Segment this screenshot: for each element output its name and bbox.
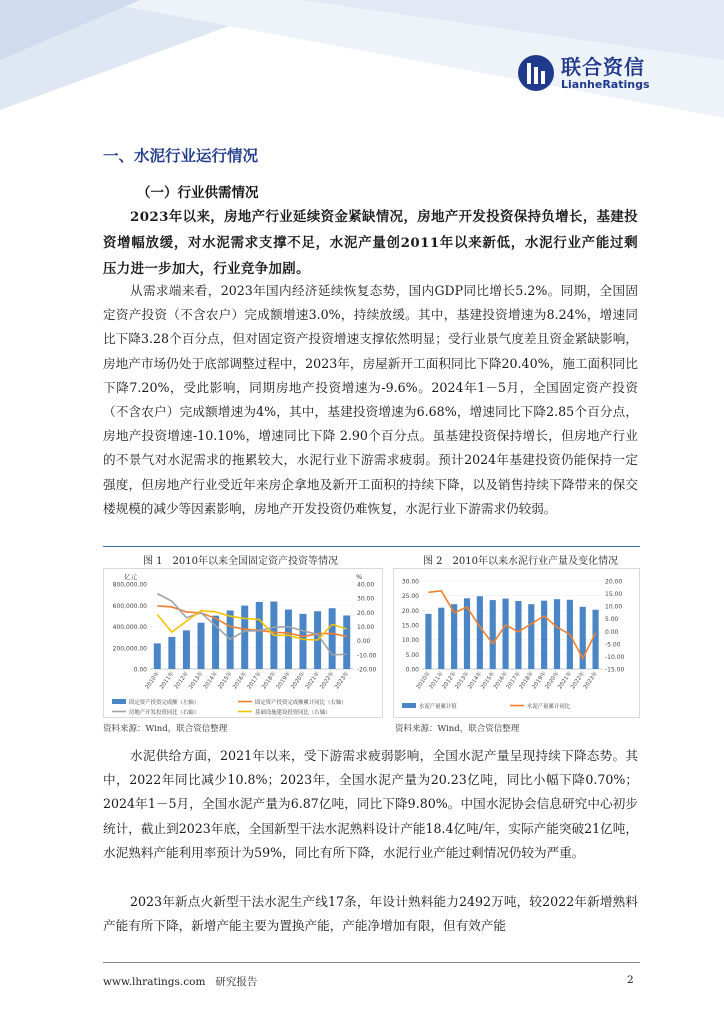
category-label: 2010年	[415, 670, 433, 691]
bar	[285, 610, 292, 670]
bar	[592, 610, 598, 669]
company-logo	[517, 54, 650, 92]
right-axis-tick-label: 10.00	[605, 603, 623, 611]
left-axis-tick-label: 0.00	[405, 666, 419, 674]
right-axis-tick-label: -5.00	[605, 641, 621, 649]
capacity-paragraph: 2023年新点火新型干法水泥生产线17条，年设计熟料能力2492万吨，较2022年新增熟料产能有所下降，新增产能主要为置换产能，产能净增加有限，但有效产能	[103, 894, 638, 934]
category-label: 2014年	[202, 670, 220, 691]
right-axis-tick-label: -10.00	[357, 652, 377, 660]
footer-left	[103, 974, 257, 989]
left-axis-tick-label: 200,000.00	[112, 645, 147, 653]
category-label: 2019年	[531, 670, 548, 691]
cement-output-chart	[394, 569, 639, 717]
right-axis-tick-label: 10.00	[357, 624, 375, 631]
supply-paragraph: 水泥供给方面，2021年以来，受下游需求疲弱影响，全国水泥产量呈现持续下降态势。其中，2022年同比减少10.8%；2023年，全国水泥产量为20.23亿吨，同比小幅下降0.70%；2024年1－5月，全国水泥产量为6.87亿吨，同比下降9.80%。中国水泥协会信息研究中心初步统计，截止到2023年底，全国新型干法水泥熟料设计产能18.4亿吨/年，实际产能突破21亿吨，水泥熟料产能利用率预计为59%，同比有所下降，水泥行业产能过剩情况仍较为严重。	[103, 748, 638, 860]
category-label: 2010年	[144, 670, 161, 691]
footer-report-label: 研究报告	[215, 976, 258, 988]
left-axis-tick-label: 10.00	[401, 637, 419, 645]
category-label: 2018年	[518, 670, 535, 691]
bar	[198, 623, 205, 669]
category-label: 2021年	[304, 670, 322, 691]
page-number: 2	[627, 974, 634, 986]
left-axis-tick-label: 20.00	[401, 607, 419, 615]
bar	[425, 614, 431, 669]
figure-2-caption: 图 2 2010年以来水泥行业产量及变化情况	[423, 556, 618, 567]
figure-1-source: 资料来源：Wind，联合资信整理	[103, 724, 228, 734]
footer-website: www.lhratings.com	[103, 976, 206, 988]
category-label: 2017年	[246, 670, 263, 691]
figure-1-chart-panel	[103, 568, 383, 718]
category-label: 2015年	[480, 670, 497, 691]
left-axis-unit: 亿元	[124, 573, 137, 581]
left-axis-tick-label: 25.00	[401, 593, 419, 601]
category-label: 2021年	[557, 670, 574, 691]
category-label: 2012年	[441, 670, 458, 691]
category-label: 2020年	[544, 670, 561, 691]
right-axis-tick-label: 30.00	[357, 595, 375, 603]
right-axis-tick-label: 15.00	[605, 591, 623, 599]
bar	[515, 601, 521, 669]
category-label: 2022年	[570, 670, 587, 691]
legend-label: 房地产开发投资同比（右轴）	[129, 710, 200, 716]
right-axis-unit: %	[356, 573, 363, 581]
bar	[256, 602, 263, 669]
bar	[528, 604, 534, 669]
bar	[541, 601, 547, 669]
category-label: 2023年	[582, 670, 600, 691]
section-title: 一、水泥行业运行情况	[103, 147, 259, 165]
category-label: 2023年	[334, 670, 351, 691]
category-label: 2011年	[159, 670, 176, 691]
right-axis-tick-label: 5.00	[605, 616, 619, 624]
category-label: 2015年	[217, 670, 234, 691]
right-axis-tick-label: 20.00	[357, 609, 375, 617]
category-label: 2016年	[232, 670, 249, 691]
right-axis-tick-label: 0.00	[357, 638, 371, 646]
legend-label: 固定资产投资完成额（左轴）	[129, 700, 200, 706]
bar	[554, 599, 560, 669]
left-axis-tick-label: 30.00	[401, 578, 419, 586]
bar	[502, 599, 508, 669]
right-axis-tick-label: -20.00	[357, 666, 377, 674]
bar	[438, 608, 444, 669]
logo-chinese-name: 联合资信	[561, 54, 645, 79]
legend-label: 固定资产投资完成额累计同比（右轴）	[255, 700, 347, 706]
legend-label: 水泥产量累计值	[419, 704, 457, 710]
category-label: 2013年	[454, 670, 471, 691]
left-axis-tick-label: 0.00	[133, 666, 147, 674]
category-label: 2022年	[319, 670, 336, 691]
figure-row	[103, 546, 640, 738]
legend-swatch	[402, 703, 416, 708]
figure-1-caption: 图 1 2010年以来全国固定资产投资等情况	[143, 556, 338, 567]
category-label: 2017年	[505, 670, 523, 691]
left-axis-tick-label: 15.00	[401, 622, 419, 630]
legend-label: 水泥产量累计同比	[527, 704, 571, 710]
logo-english-name: LianheRatings	[561, 77, 650, 91]
bar	[183, 630, 190, 669]
bar	[300, 614, 307, 669]
bar	[477, 596, 483, 669]
figure-2-source: 资料来源：Wind，联合资信整理	[395, 724, 520, 734]
right-axis-tick-label: 20.00	[605, 578, 623, 586]
bar	[329, 608, 336, 669]
bar	[451, 604, 457, 669]
bar	[490, 600, 496, 669]
bar	[343, 615, 350, 669]
category-label: 2020年	[290, 670, 307, 691]
category-label: 2011年	[428, 670, 445, 691]
left-axis-tick-label: 400,000.00	[112, 624, 147, 631]
right-axis-tick-label: -10.00	[605, 653, 625, 661]
category-label: 2014年	[467, 670, 484, 691]
category-label: 2018年	[261, 670, 278, 691]
right-axis-tick-label: 0.00	[605, 628, 619, 636]
bar	[241, 606, 248, 669]
subsection-title: （一）行业供需情况	[137, 185, 259, 201]
demand-paragraph: 从需求端来看，2023年国内经济延续恢复态势，国内GDP同比增长5.2%。同期，全国固定资产投资（不含农户）完成额增速3.0%，持续放缓。其中，基建投资增速为8.24%，增速同比下降3.28个百分点，但对固定资产投资增速支撑依然明显；受行业景气度差且资金紧缺影响，房地产市场仍处于底部调整过程中，2023年，房屋新开工面积同比下降20.40%，施工面积同比下降7.20%，受此影响，同期房地产投资增速为-9.6%。2024年1－5月，全国固定资产投资（不含农户）完成额增速为4%，其中，基建投资增速为6.68%，增速同比下降2.85个百分点，房地产投资增速-10.10%，增速同比下降 2.90个百分点。虽基建投资保持增长，但房地产行业的不景气对水泥需求的拖累较大，水泥行业下游需求疲弱。预计2024年基建投资仍能保持一定强度，但房地产行业受近年来房企拿地及新开工面积的持续下降，以及销售持续下降带来的保交楼规模的减少等因素影响，房地产开发投资仍难恢复，水泥行业下游需求仍较弱。	[103, 283, 638, 516]
category-label: 2019年	[275, 670, 293, 691]
footer-divider	[103, 962, 640, 963]
left-axis-tick-label: 5.00	[405, 651, 419, 659]
category-label: 2013年	[188, 670, 205, 691]
bar	[168, 637, 175, 669]
right-axis-tick-label: 40.00	[357, 581, 375, 589]
summary-paragraph: 2023年以来，房地产行业延续资金紧缺情况，房地产开发投资保持负增长，基建投资增幅放缓，对水泥需求支撑不足，水泥产量创2011年以来新低，水泥行业产能过剩压力进一步加大，行业竞争加剧。	[103, 209, 638, 277]
category-label: 2016年	[492, 670, 510, 691]
category-label: 2012年	[173, 670, 191, 691]
figure-2-chart-panel	[393, 568, 640, 718]
left-axis-tick-label: 800,000.00	[112, 581, 147, 589]
fixed-asset-investment-chart	[104, 569, 382, 717]
legend-swatch	[112, 699, 126, 704]
right-axis-tick-label: -15.00	[605, 666, 625, 674]
left-axis-tick-label: 600,000.00	[112, 602, 147, 610]
bar	[154, 643, 161, 669]
logo-mark-icon	[517, 54, 555, 92]
legend-label: 基础设施建设投资同比（右轴）	[255, 710, 331, 716]
